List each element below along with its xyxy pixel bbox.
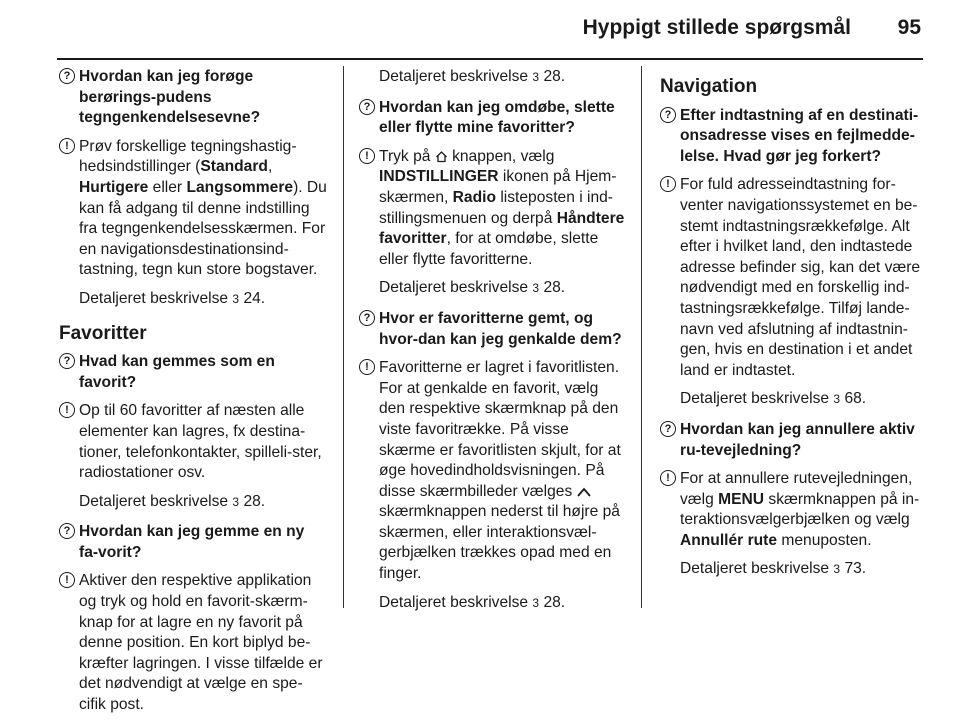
reference-label: Detaljeret beskrivelse xyxy=(379,68,529,85)
answer xyxy=(59,571,327,715)
question xyxy=(59,522,327,563)
answer xyxy=(359,358,627,585)
question-text: Hvor er favoritterne gemt, og hvor-dan kan jeg genkalde dem? xyxy=(379,309,622,348)
reference-link[interactable] xyxy=(660,559,928,580)
arrow-icon: 3 xyxy=(532,70,540,84)
answer-text: For fuld adresseindtastning for-venter navigationssystemet en be-stemt indtastningsrækkefølge. Alt efter i hvilket land, den indtastede adresse befinder sig, kan det være nødvendigt med en forskellig ind-tastningsrækkefølge. Tilføj lande-navn ved afslutning af indtastnin-gen, hvis en destination i et andet land er indtastet. xyxy=(680,176,921,379)
reference-page: 28. xyxy=(543,68,566,85)
answer xyxy=(359,147,627,271)
section-heading: Favoritter xyxy=(59,322,147,344)
exclamation-icon: ! xyxy=(59,572,75,588)
answer-text: Op til 60 favoritter af næsten alle elementer kan lagres, fx destina-tioner, telefonkontakter, spilleli-ster, radiostationer osv. xyxy=(79,402,322,482)
question-icon: ? xyxy=(59,353,75,369)
reference-label: Detaljeret beskrivelse xyxy=(680,560,830,578)
answer-text: Prøv forskellige tegningshastig-hedsindstillinger ( xyxy=(79,137,297,176)
question-text: Efter indtastning af en destinati-onsadresse vises en fejlmedde-lelse. Hvad gør jeg forkert? xyxy=(680,106,919,165)
bold-term: MENU xyxy=(718,490,765,508)
answer-text: Favoritterne er lagret i favoritlisten. For at genkalde en favorit, vælg den respektive skærmknap på den viste favoritrække. På visse skærme er favoritlisten skjult, for at øge hovedindholdsvisningen. På disse skærmbilleder vælges xyxy=(379,359,621,500)
reference-link[interactable] xyxy=(59,289,327,310)
question-icon: ? xyxy=(359,99,375,115)
bold-term: Standard xyxy=(200,158,268,176)
reference-page: 68. xyxy=(844,390,867,408)
exclamation-icon: ! xyxy=(359,359,375,375)
exclamation-icon: ! xyxy=(660,176,676,192)
answer-text: skærmknappen nederst til højre på skærmen, eller interaktionsvæl-gerbjælken trækkes opad med en finger. xyxy=(379,503,620,583)
column-divider xyxy=(641,66,642,608)
question xyxy=(359,309,627,350)
reference-label: Detaljeret beskrivelse xyxy=(379,279,529,297)
arrow-icon: 3 xyxy=(232,291,240,306)
reference-label: Detaljeret beskrivelse xyxy=(680,390,830,408)
chevron-up-icon xyxy=(577,487,591,497)
arrow-icon: 3 xyxy=(532,595,540,610)
exclamation-icon: ! xyxy=(59,402,75,418)
column-divider xyxy=(343,66,344,608)
question xyxy=(59,67,327,129)
bold-term: Radio xyxy=(452,188,496,206)
reference-link[interactable] xyxy=(660,389,928,410)
reference-page: 28. xyxy=(543,279,566,297)
arrow-icon: 3 xyxy=(232,494,240,509)
reference-label: Detaljeret beskrivelse xyxy=(79,289,229,307)
question-icon: ? xyxy=(660,421,676,437)
answer-text: menuposten. xyxy=(777,531,872,549)
bold-term: Hurtigere xyxy=(79,178,149,196)
page-header-title: Hyppigt stillede spørgsmål xyxy=(582,16,851,39)
answer-text: knappen, vælg xyxy=(447,147,555,165)
answer xyxy=(660,175,928,381)
answer-text: skærmknappen på in-teraktionsvælgerbjælken og vælg xyxy=(680,490,920,529)
answer-text: , xyxy=(267,158,273,176)
question xyxy=(660,106,928,168)
question xyxy=(660,420,928,461)
answer xyxy=(59,401,327,483)
arrow-icon: 3 xyxy=(833,562,841,577)
question-text: Hvad kan gemmes som en favorit? xyxy=(79,353,275,391)
answer-text: listeposten i ind-stillingsmenuen og derpå xyxy=(379,188,613,227)
answer-text: , for at omdøbe, slette eller flytte favoritterne. xyxy=(379,230,599,268)
question-text: Hvordan kan jeg annullere aktiv ru-tevejledning? xyxy=(680,420,915,459)
reference-link[interactable] xyxy=(359,278,627,299)
question-text: Hvordan kan jeg omdøbe, slette eller flytte mine favoritter? xyxy=(379,98,615,137)
bold-term: Annullér rute xyxy=(680,531,778,549)
reference-link[interactable] xyxy=(59,492,327,513)
home-icon xyxy=(435,150,448,163)
answer-text: Aktiver den respektive applikation og tryk og hold en favorit-skærm-knap for at lagre en ny favorit på denne position. En kort biplyd be-kræfter lagringen. I visse tilfælde er det nødvendigt at vælge en spe-cifik post. xyxy=(79,572,323,714)
section-heading: Navigation xyxy=(660,76,758,97)
question-icon: ? xyxy=(59,68,75,84)
answer xyxy=(59,137,327,281)
exclamation-icon: ! xyxy=(660,470,676,486)
question-icon: ? xyxy=(59,523,75,539)
question xyxy=(59,352,327,393)
question-icon: ? xyxy=(660,107,676,123)
column-2 xyxy=(359,67,627,623)
page-number: 95 xyxy=(897,16,921,39)
bold-term: Håndtere favoritter xyxy=(379,209,625,248)
header-divider xyxy=(57,58,923,60)
answer xyxy=(660,469,928,551)
exclamation-icon: ! xyxy=(359,148,375,164)
question-text: Hvordan kan jeg gemme en ny fa-vorit? xyxy=(79,523,305,561)
reference-link[interactable] xyxy=(359,67,627,88)
question-text: Hvordan kan jeg forøge berørings-pudens tegngenkendelsesevne? xyxy=(79,68,261,127)
reference-page: 28. xyxy=(543,593,566,611)
bold-term: Langsommere xyxy=(186,178,294,196)
answer-text: Tryk på xyxy=(379,147,435,165)
reference-label: Detaljeret beskrivelse xyxy=(79,492,229,510)
arrow-icon: 3 xyxy=(833,392,841,407)
reference-label: Detaljeret beskrivelse xyxy=(379,593,529,611)
answer-text: ). Du kan få adgang til denne indstilling fra tegngenkendelsesskærmen. For en navigationsdestinationsind-tastning, tegn kun store bogstaver. xyxy=(79,178,327,279)
answer-text: ikonen på Hjem-skærmen, xyxy=(379,168,617,206)
column-3 xyxy=(660,67,928,590)
reference-page: 28. xyxy=(243,492,266,510)
answer-text: For at annullere rutevejledningen, vælg xyxy=(680,470,913,508)
question-icon: ? xyxy=(359,310,375,326)
reference-page: 24. xyxy=(243,289,266,307)
answer-text: eller xyxy=(148,178,187,196)
reference-page: 73. xyxy=(844,560,867,578)
question xyxy=(359,98,627,139)
arrow-icon: 3 xyxy=(532,281,540,296)
column-1 xyxy=(59,67,327,724)
bold-term: INDSTILLINGER xyxy=(379,168,499,186)
reference-link[interactable] xyxy=(359,593,627,614)
exclamation-icon: ! xyxy=(59,138,75,154)
